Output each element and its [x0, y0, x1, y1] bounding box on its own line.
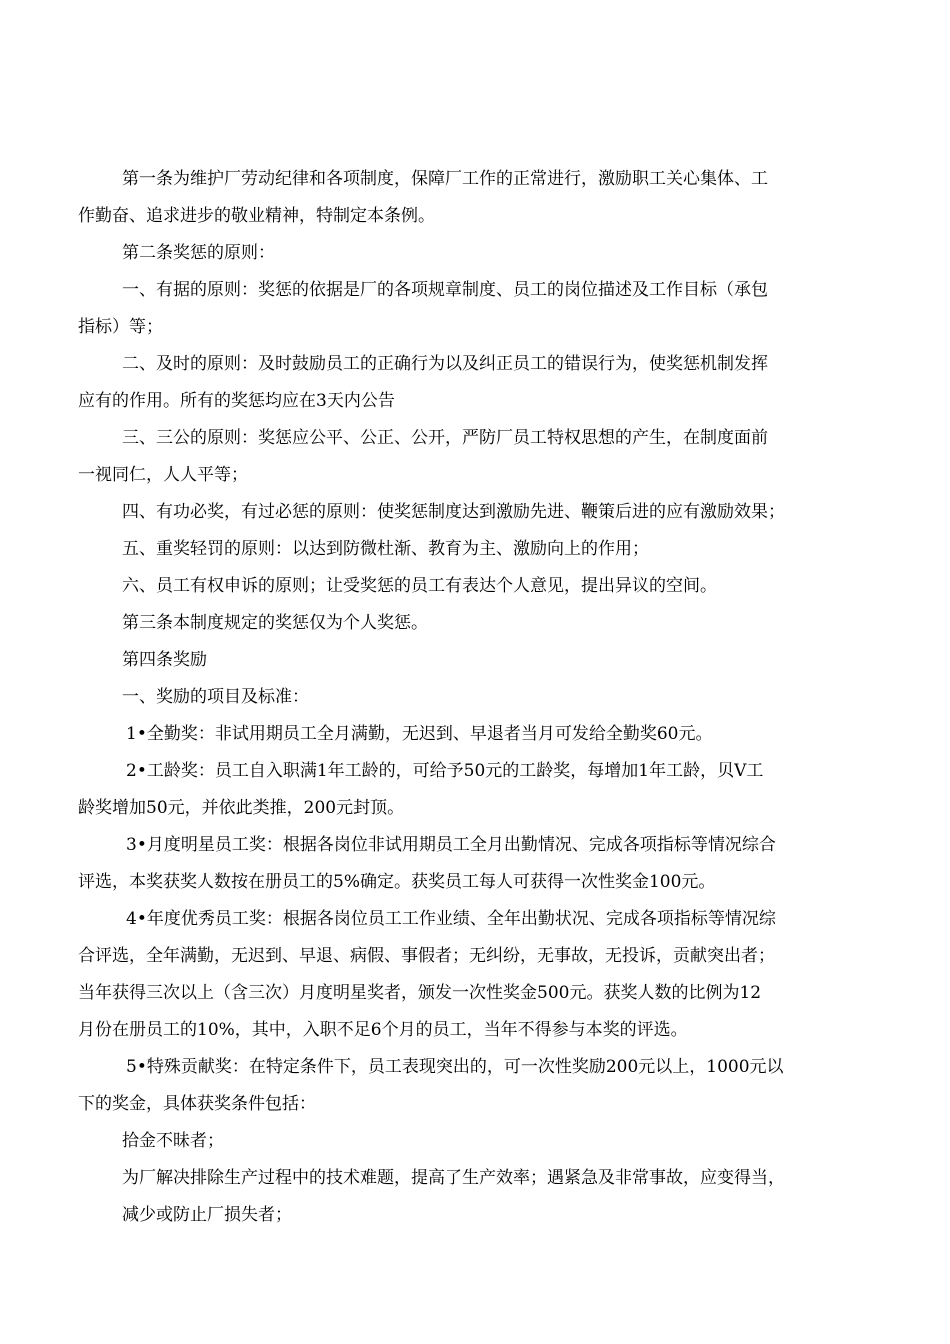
- reward-item-4-line-1: 4•年度优秀员工奖：根据各岗位员工工作业绩、全年出勤状况、完成各项指标等情况综: [126, 909, 776, 929]
- article-3: 第三条本制度规定的奖惩仅为个人奖惩。: [122, 613, 428, 633]
- reward-item-2-line-2: 龄奖增加50元，并依此类推，200元封顶。: [78, 798, 405, 818]
- special-condition-1: 拾金不昧者；: [122, 1131, 224, 1151]
- principle-1-line-2: 指标）等；: [78, 317, 163, 337]
- reward-item-4-line-3: 当年获得三次以上（含三次）月度明星奖者，颁发一次性奖金500元。获奖人数的比例为12: [78, 983, 762, 1003]
- reward-item-4-line-2: 合评选，全年满勤，无迟到、早退、病假、事假者；无纠纷，无事故，无投诉，贡献突出者；: [78, 946, 775, 966]
- principle-4: 四、有功必奖，有过必惩的原则：使奖惩制度达到激励先进、鞭策后进的应有激励效果；: [122, 502, 785, 522]
- principle-2-line-1: 二、及时的原则：及时鼓励员工的正确行为以及纠正员工的错误行为，使奖惩机制发挥: [122, 354, 768, 374]
- reward-item-1: 1•全勤奖：非试用期员工全月满勤，无迟到、早退者当月可发给全勤奖60元。: [126, 724, 713, 744]
- article-1-line-2: 作勤奋、追求进步的敬业精神，特制定本条例。: [78, 206, 435, 226]
- reward-item-3-line-2: 评选，本奖获奖人数按在册员工的5%确定。获奖员工每人可获得一次性奖金100元。: [78, 872, 716, 892]
- document-body: [78, 161, 860, 1234]
- reward-item-3-line-1: 3•月度明星员工奖：根据各岗位非试用期员工全月出勤情况、完成各项指标等情况综合: [126, 835, 776, 855]
- special-condition-2-line-2: 减少或防止厂损失者；: [122, 1205, 292, 1225]
- article-2-heading: 第二条奖惩的原则：: [122, 243, 275, 263]
- reward-item-5-line-1: 5•特殊贡献奖：在特定条件下，员工表现突出的，可一次性奖励200元以上，1000元以: [126, 1057, 784, 1077]
- reward-item-4-line-4: 月份在册员工的10%，其中，入职不足6个月的员工，当年不得参与本奖的评选。: [78, 1020, 688, 1040]
- special-condition-2-line-1: 为厂解决排除生产过程中的技术难题，提高了生产效率；遇紧急及非常事故，应变得当，: [122, 1168, 785, 1188]
- principle-3-line-1: 三、三公的原则：奖惩应公平、公正、公开，严防厂员工特权思想的产生，在制度面前: [122, 428, 768, 448]
- principle-5: 五、重奖轻罚的原则：以达到防微杜渐、教育为主、激励向上的作用；: [122, 539, 649, 559]
- reward-item-5-line-2: 下的奖金，具体获奖条件包括：: [78, 1094, 316, 1114]
- reward-item-2-line-1: 2•工龄奖：员工自入职满1年工龄的，可给予50元的工龄奖，每增加1年工龄，贝V工: [126, 761, 764, 781]
- article-4-heading: 第四条奖励: [122, 650, 207, 670]
- principle-3-line-2: 一视同仁，人人平等；: [78, 465, 248, 485]
- article-1-line-1: 第一条为维护厂劳动纪律和各项制度，保障厂工作的正常进行，激励职工关心集体、工: [122, 169, 768, 189]
- principle-1-line-1: 一、有据的原则：奖惩的依据是厂的各项规章制度、员工的岗位描述及工作目标（承包: [122, 280, 768, 300]
- reward-items-heading: 一、奖励的项目及标准：: [122, 687, 309, 707]
- principle-6: 六、员工有权申诉的原则；让受奖惩的员工有表达个人意见，提出异议的空间。: [122, 576, 717, 596]
- principle-2-line-2: 应有的作用。所有的奖惩均应在3天内公告: [78, 391, 395, 411]
